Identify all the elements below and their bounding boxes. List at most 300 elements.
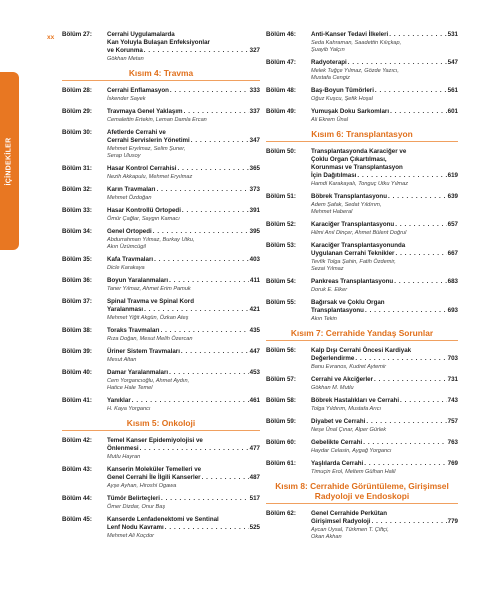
toc-entry-body: [311, 31, 458, 54]
author-line: Akın Üzümcügil: [107, 244, 146, 250]
chapter-title: [311, 439, 458, 447]
chapter-title: [311, 299, 458, 315]
dot-leader: [395, 250, 446, 258]
chapter-number: Bölüm 28:: [62, 87, 92, 94]
page-ref[interactable]: 619: [447, 172, 458, 179]
chapter-title: [311, 148, 458, 180]
chapter-authors: [311, 68, 458, 82]
chapter-title: [107, 186, 260, 194]
chapter-authors: [311, 117, 458, 124]
author-line: Mehmet Özdoğan: [107, 195, 152, 201]
author-line: Mehmet Eryılmaz, Selim Şuner,: [107, 146, 186, 152]
page-ref[interactable]: 403: [249, 256, 260, 263]
author-line: Doruk E. Elker: [311, 287, 348, 293]
chapter-title: [107, 437, 260, 453]
title-line-last: [107, 207, 260, 215]
author-line: Ömer Dizdar, Onur Baş: [107, 504, 166, 510]
chapter-authors: [107, 195, 260, 202]
toc-entry[interactable]: [266, 87, 458, 103]
chapter-authors: [107, 315, 260, 322]
title-line: Karaciğer Transplantasyonunda: [311, 242, 406, 249]
dot-leader: [348, 59, 447, 67]
title-line-last: [107, 165, 260, 173]
title-line: Yaşlılarda Cerrahi: [311, 460, 364, 467]
toc-entry[interactable]: [62, 369, 260, 392]
dot-leader: [165, 524, 249, 532]
title-line-last: [107, 47, 260, 55]
author-line: Tevfik Tolga Şahin, Fatih Özdemir,: [311, 259, 396, 265]
chapter-number: Bölüm 36:: [62, 277, 92, 284]
page-ref[interactable]: 487: [249, 474, 260, 481]
title-line: Kanserin Moleküler Temelleri ve: [107, 466, 202, 473]
chapter-number: Bölüm 31:: [62, 165, 92, 172]
title-line-last: [311, 87, 458, 95]
chapter-title: [311, 397, 458, 405]
author-line: H. Kaya Yorgancı: [107, 406, 151, 412]
toc-entry-body: [311, 418, 458, 434]
title-line-last: [107, 348, 260, 356]
title-line-last: [107, 228, 260, 236]
page-ref[interactable]: 683: [447, 278, 458, 285]
dot-leader: [144, 47, 249, 55]
dot-leader: [177, 165, 248, 173]
chapter-number: Bölüm 56:: [266, 347, 296, 354]
toc-entry-body: [311, 242, 458, 273]
toc-entry[interactable]: [62, 298, 260, 322]
toc-entry-body: [107, 207, 260, 223]
dot-leader: [157, 186, 249, 194]
chapter-authors: [311, 181, 458, 188]
chapter-number: Bölüm 53:: [266, 242, 296, 249]
chapter-number: Bölüm 51:: [266, 193, 296, 200]
chapter-number: Bölüm 57:: [266, 376, 296, 383]
title-line-last: [107, 495, 260, 503]
toc-entry-body: [107, 466, 260, 490]
dot-leader: [182, 207, 249, 215]
title-line: Hasar Kontrol Cerrahisi: [107, 165, 177, 172]
toc-entry-body: [107, 348, 260, 364]
title-line-last: [107, 87, 260, 95]
chapter-title: [107, 298, 260, 314]
toc-entry-body: [311, 510, 458, 541]
title-line-last: [107, 397, 260, 405]
toc-entry[interactable]: [62, 228, 260, 251]
page-ref[interactable]: 639: [447, 193, 458, 200]
toc-entry[interactable]: [62, 108, 260, 124]
title-line: Damar Yaralanmaları: [107, 369, 169, 376]
title-line: Radyoterapi: [311, 59, 347, 66]
page-ref[interactable]: 453: [249, 369, 260, 376]
toc-entry-body: [311, 87, 458, 103]
chapter-number: Bölüm 59:: [266, 418, 296, 425]
dot-leader: [184, 108, 249, 116]
toc-entry[interactable]: [62, 466, 260, 490]
toc-entry[interactable]: [62, 31, 260, 63]
page-ref[interactable]: 391: [249, 207, 260, 214]
chapter-authors: [311, 40, 458, 54]
dot-leader: [366, 418, 446, 426]
author-line: Ömür Çağlar, Saygın Kamacı: [107, 216, 180, 222]
author-line: Mustafa Cengiz: [311, 75, 350, 81]
author-line: İskender Sayek: [107, 96, 146, 102]
dot-leader: [364, 460, 446, 468]
dot-leader: [390, 108, 447, 116]
page-ref[interactable]: 435: [249, 327, 260, 334]
chapter-authors: [311, 448, 458, 455]
chapter-title: [311, 59, 458, 67]
page-ref[interactable]: 447: [249, 348, 260, 355]
chapter-authors: [107, 237, 260, 251]
toc-entry-body: [311, 460, 458, 476]
chapter-title: [311, 242, 458, 258]
toc-entry-body: [311, 299, 458, 323]
title-line-last: [311, 172, 458, 180]
toc-entry[interactable]: [266, 278, 458, 294]
chapter-number: Bölüm 32:: [62, 186, 92, 193]
chapter-number: Bölüm 62:: [266, 510, 296, 517]
chapter-number: Bölüm 54:: [266, 278, 296, 285]
section-heading: Kısım 4: Travma: [62, 68, 260, 81]
title-line-last: [311, 460, 458, 468]
toc-entry[interactable]: [62, 256, 260, 272]
page-ref[interactable]: 525: [249, 524, 260, 531]
chapter-title: [311, 376, 458, 384]
title-line-last: [107, 474, 260, 482]
author-line: Okan Akhan: [311, 534, 342, 540]
toc-entry[interactable]: [266, 193, 458, 216]
author-line: Ali Ekrem Ünal: [311, 117, 348, 123]
page-number: xx: [47, 34, 55, 41]
dot-leader: [140, 445, 249, 453]
toc-entry[interactable]: [62, 348, 260, 364]
author-line: Timuçin Erol, Meltem Gülhan Halil: [311, 469, 396, 475]
page-ref[interactable]: 517: [249, 495, 260, 502]
page-ref[interactable]: 477: [249, 445, 260, 452]
page-ref[interactable]: 347: [249, 137, 260, 144]
chapter-number: Bölüm 41:: [62, 397, 92, 404]
page-ref[interactable]: 743: [447, 397, 458, 404]
chapter-number: Bölüm 39:: [62, 348, 92, 355]
toc-entry-body: [107, 31, 260, 63]
title-line: Cerrahi Enflamasyon: [107, 87, 169, 94]
page-ref[interactable]: 373: [249, 186, 260, 193]
author-line: Mutlu Hayran: [107, 454, 141, 460]
page-ref[interactable]: 601: [447, 108, 458, 115]
toc-entry[interactable]: [62, 437, 260, 461]
toc-entry[interactable]: [62, 207, 260, 223]
page-ref[interactable]: 365: [249, 165, 260, 172]
title-line-last: [311, 307, 458, 315]
author-line: Sezai Yılmaz: [311, 266, 344, 272]
chapter-number: Bölüm 43:: [62, 466, 92, 473]
title-line: Spinal Travma ve Spinal Kord: [107, 298, 194, 305]
chapter-title: [311, 278, 458, 286]
author-line: Banu Evranos, Kudret Aytemir: [311, 364, 386, 370]
dot-leader: [363, 439, 446, 447]
title-line: Kan Yoluyla Bulaşan Enfeksiyonlar: [107, 39, 210, 46]
author-line: Abdurrahman Yılmaz, Burkay Utku,: [107, 237, 195, 243]
page-ref[interactable]: 667: [447, 250, 458, 257]
toc-entry-body: [311, 108, 458, 124]
chapter-number: Bölüm 49:: [266, 108, 296, 115]
chapter-number: Bölüm 30:: [62, 129, 92, 136]
page-ref[interactable]: 757: [447, 418, 458, 425]
chapter-authors: [107, 483, 260, 490]
author-line: Hatice Hale Temel: [107, 385, 153, 391]
toc-entry-body: [107, 327, 260, 343]
dot-leader: [355, 355, 446, 363]
author-line: Taner Yılmaz, Ahmet Erim Pamuk: [107, 286, 191, 292]
side-tab-label-wrap: [0, 72, 19, 250]
title-line-last: [311, 518, 458, 526]
dot-leader: [202, 474, 249, 482]
chapter-authors: [107, 216, 260, 223]
page-ref[interactable]: 779: [447, 518, 458, 525]
chapter-authors: [311, 96, 458, 103]
section-heading: Kısım 5: Onkoloji: [62, 418, 260, 431]
title-line: Girişimsel Radyoloji: [311, 518, 371, 525]
title-line: Genel Ortopedi: [107, 228, 152, 235]
page-ref[interactable]: 327: [249, 47, 260, 54]
author-line: Cemalettin Ertekin, Leman Damla Ercan: [107, 117, 207, 123]
author-line: Cem Yorgancıoğlu, Ahmet Aydın,: [107, 378, 190, 384]
author-line: Haydar Celasin, Aygağ Yorgancı: [311, 448, 392, 454]
page-ref[interactable]: 531: [447, 31, 458, 38]
toc-entry-body: [311, 376, 458, 392]
toc-entry[interactable]: [266, 510, 458, 541]
title-line: Genel Cerrahide Perkütan: [311, 510, 387, 517]
chapter-title: [107, 129, 260, 145]
toc-entry-body: [107, 108, 260, 124]
page-ref[interactable]: 395: [249, 228, 260, 235]
chapter-title: [107, 165, 260, 173]
chapter-authors: [107, 96, 260, 103]
chapter-title: [107, 369, 260, 377]
chapter-number: Bölüm 37:: [62, 298, 92, 305]
chapter-number: Bölüm 44:: [62, 495, 92, 502]
author-line: Oğuz Kuşcu, Şefik Hoşal: [311, 96, 373, 102]
toc-entry[interactable]: [266, 376, 458, 392]
toc-entry[interactable]: [62, 165, 260, 181]
chapter-number: Bölüm 50:: [266, 148, 296, 155]
toc-entry[interactable]: [266, 242, 458, 273]
title-line-last: [107, 186, 260, 194]
toc-entry[interactable]: [266, 418, 458, 434]
author-line: Akın Tekin: [311, 316, 337, 322]
chapter-title: [107, 466, 260, 482]
page-ref[interactable]: 731: [447, 376, 458, 383]
title-line: Çoklu Organ Çıkartılması,: [311, 156, 387, 163]
chapter-authors: [311, 259, 458, 273]
toc-entry[interactable]: [62, 516, 260, 540]
title-line: Toraks Travmaları: [107, 327, 160, 334]
title-line: Kafa Travmaları: [107, 256, 154, 263]
toc-entry[interactable]: [266, 108, 458, 124]
title-line: Karın Travmaları: [107, 186, 156, 193]
title-line: Korunması ve Transplantasyon: [311, 164, 403, 171]
author-line: Mehmet Ali Koçdor: [107, 533, 155, 539]
toc-entry-body: [311, 397, 458, 413]
page-ref[interactable]: 337: [249, 108, 260, 115]
author-line: Gökhan Metan: [107, 56, 144, 62]
toc-entry[interactable]: [266, 148, 458, 188]
toc-entry[interactable]: [62, 397, 260, 413]
chapter-authors: [311, 287, 458, 294]
chapter-authors: [107, 533, 260, 540]
toc-entry-body: [107, 437, 260, 461]
toc-entry[interactable]: [266, 460, 458, 476]
title-line: Tümör Belirteçleri: [107, 495, 160, 502]
chapter-authors: [311, 406, 458, 413]
title-line: Boyun Yaralanmaları: [107, 277, 169, 284]
toc-entry-body: [107, 298, 260, 322]
dot-leader: [169, 277, 249, 285]
page-ref[interactable]: 763: [447, 439, 458, 446]
chapter-number: Bölüm 33:: [62, 207, 92, 214]
chapter-authors: [311, 316, 458, 323]
page-ref[interactable]: 657: [447, 221, 458, 228]
toc-entry[interactable]: [266, 347, 458, 371]
chapter-authors: [311, 202, 458, 216]
page-ref[interactable]: 693: [447, 307, 458, 314]
chapter-number: Bölüm 55:: [266, 299, 296, 306]
title-line-last: [107, 369, 260, 377]
chapter-title: [107, 228, 260, 236]
toc-entry-body: [107, 256, 260, 272]
toc-entry-body: [311, 59, 458, 82]
dot-leader: [389, 31, 446, 39]
toc-entry[interactable]: [62, 186, 260, 202]
dot-leader: [394, 278, 446, 286]
toc-entry[interactable]: [62, 87, 260, 103]
toc-entry[interactable]: [62, 129, 260, 160]
chapter-number: Bölüm 45:: [62, 516, 92, 523]
title-line: Bağırsak ve Çoklu Organ: [311, 299, 385, 306]
title-line-last: [311, 31, 458, 39]
title-line: Uygulanan Cerrahi Teknikler: [311, 250, 395, 257]
toc-entry-body: [107, 228, 260, 251]
chapter-authors: [311, 230, 458, 237]
author-line: Gökhan M. Mutlu: [311, 385, 354, 391]
toc-entry[interactable]: [62, 277, 260, 293]
dot-leader: [169, 369, 249, 377]
title-line-last: [107, 137, 260, 145]
page-ref[interactable]: 547: [447, 59, 458, 66]
toc-entry[interactable]: [266, 59, 458, 82]
dot-leader: [374, 376, 447, 384]
toc-entry-body: [311, 193, 458, 216]
chapter-title: [311, 510, 458, 526]
dot-leader: [154, 256, 249, 264]
title-line-last: [311, 250, 458, 258]
page-ref[interactable]: 561: [447, 87, 458, 94]
title-line: Diyabet ve Cerrahi: [311, 418, 366, 425]
toc-entry[interactable]: [266, 31, 458, 54]
chapter-title: [311, 193, 458, 201]
chapter-title: [107, 327, 260, 335]
chapter-number: Bölüm 34:: [62, 228, 92, 235]
title-line: Genel Cerrahi İle İlgili Kanserler: [107, 474, 201, 481]
page-ref[interactable]: 703: [447, 355, 458, 362]
toc-entry-body: [107, 87, 260, 103]
title-line: Temel Kanser Epidemiyolojisi ve: [107, 437, 203, 444]
title-line: Kanserde Lenfadenektomi ve Sentinal: [107, 516, 219, 523]
title-line: Transplantasyonu: [311, 307, 364, 314]
toc-entry[interactable]: [62, 327, 260, 343]
toc-entry[interactable]: [62, 495, 260, 511]
chapter-title: [107, 108, 260, 116]
chapter-title: [311, 418, 458, 426]
title-line-last: [107, 524, 260, 532]
chapter-authors: [107, 504, 260, 511]
chapter-authors: [311, 469, 458, 476]
chapter-authors: [107, 117, 260, 124]
author-line: Hilmi Anıl Dinçer, Ahmet Bülent Doğrul: [311, 230, 407, 236]
title-line: Değerlendirme: [311, 355, 355, 362]
author-line: Hamdi Karakayalı, Tonguç Utku Yılmaz: [311, 181, 409, 187]
title-line: Yanıklar: [107, 397, 131, 404]
author-line: Şuayib Yalçın: [311, 47, 345, 53]
title-line: Yaralanması: [107, 306, 144, 313]
toc-entry[interactable]: [266, 397, 458, 413]
title-line: Anti-Kanser Tedavi İlkeleri: [311, 31, 389, 38]
author-line: Aycan Uysal, Türkmen T. Çiftçi,: [311, 527, 389, 533]
chapter-title: [311, 460, 458, 468]
dot-leader: [395, 221, 446, 229]
title-line-last: [311, 355, 458, 363]
title-line: Lenf Nodu Kavramı: [107, 524, 164, 531]
chapter-title: [311, 87, 458, 95]
chapter-title: [107, 87, 260, 95]
section-heading: Kısım 6: Transplantasyon: [266, 129, 458, 142]
chapter-authors: [107, 286, 260, 293]
author-line: Neşe Ünal Çınar, Alper Gürlek: [311, 427, 387, 433]
dot-leader: [161, 327, 249, 335]
page-ref[interactable]: 769: [447, 460, 458, 467]
author-line: Ayşe Ayhan, Hiroshi Ogawa: [107, 483, 177, 489]
toc-entry[interactable]: [266, 221, 458, 237]
chapter-authors: [311, 364, 458, 371]
title-line: Cerrahi Servislerin Yönetimi: [107, 137, 190, 144]
chapter-authors: [107, 146, 260, 160]
dot-leader: [132, 397, 249, 405]
title-line-last: [311, 418, 458, 426]
author-line: Seda Kahraman, Saadettin Kılıçkap,: [311, 40, 402, 46]
title-line: Böbrek Hastalıkları ve Cerrahi: [311, 397, 400, 404]
chapter-authors: [107, 265, 260, 272]
chapter-number: Bölüm 60:: [266, 439, 296, 446]
dot-leader: [372, 518, 447, 526]
chapter-authors: [107, 336, 260, 343]
toc-entry[interactable]: [266, 439, 458, 455]
page-ref[interactable]: 421: [249, 306, 260, 313]
title-line: Hasar Kontrollü Ortopedi: [107, 207, 181, 214]
chapter-title: [311, 31, 458, 39]
chapter-title: [107, 495, 260, 503]
dot-leader: [181, 348, 249, 356]
page-ref[interactable]: 333: [249, 87, 260, 94]
chapter-title: [311, 347, 458, 363]
toc-entry[interactable]: [266, 299, 458, 323]
title-line-last: [311, 193, 458, 201]
section-heading: Kısım 7: Cerrahide Yandaş Sorunlar: [266, 328, 458, 341]
title-line-last: [311, 376, 458, 384]
chapter-title: [107, 31, 260, 55]
page-ref[interactable]: 411: [250, 277, 260, 284]
toc-entry-body: [311, 221, 458, 237]
title-line: Baş-Boyun Tümörleri: [311, 87, 374, 94]
page-ref[interactable]: 461: [249, 397, 260, 404]
